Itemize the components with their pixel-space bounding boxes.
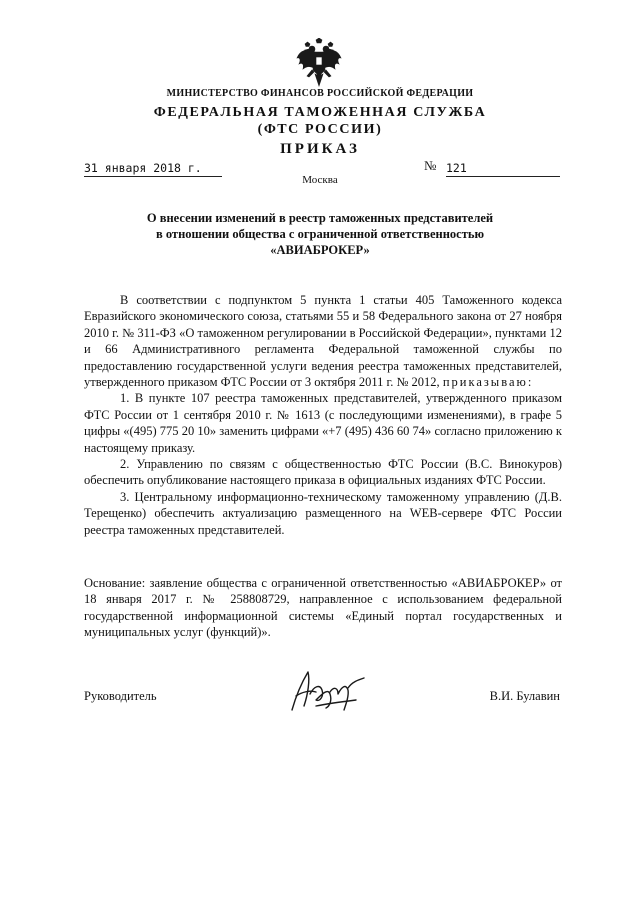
subject-line: «АВИАБРОКЕР»	[270, 243, 370, 257]
subject-line: О внесении изменений в реестр таможенных представителей	[146, 211, 494, 225]
order-item-1: 1. В пункте 107 реестра таможенных представителей, утвержденного приказом ФТС России от 1 сентября 2010 г. № 1613 (с последующими изменениями), в графе 5 цифры «(495) 775 20 10» заменить цифрами «+7 (495) 436 60 74» согласно приложению к настоящему приказу.	[84, 391, 562, 455]
signatory-title: Руководитель	[84, 689, 157, 703]
double-headed-eagle-icon	[296, 38, 342, 88]
city: Москва	[302, 174, 338, 186]
service-name: ФЕДЕРАЛЬНАЯ ТАМОЖЕННАЯ СЛУЖБА	[153, 105, 487, 120]
order-body	[84, 292, 562, 538]
ministry-name: МИНИСТЕРСТВО ФИНАНСОВ РОССИЙСКОЙ ФЕДЕРАЦИИ	[166, 88, 474, 99]
preamble-text: В соответствии с подпунктом 5 пункта 1 статьи 405 Таможенного кодекса Евразийского экономического союза, статьями 55 и 58 Федерального закона от 27 ноября 2010 г. № 311-ФЗ «О таможенном регулировании в Российской Федерации», пунктами 12 и 66 Административного регламента Федеральной таможенной службы по предоставлению государственной услуги ведения реестра таможенных представителей, утвержденного приказом ФТС России от 3 октября 2011 г. № 2012,	[84, 293, 562, 390]
preamble-paragraph	[84, 292, 562, 390]
order-number-sign: №	[424, 158, 437, 173]
order-word: приказываю:	[442, 375, 534, 390]
document-type: ПРИКАЗ	[280, 141, 360, 157]
basis-paragraph: Основание: заявление общества с ограниченной ответственностью «АВИАБРОКЕР» от 18 января 2017 г. № 258808729, направленное с использованием федеральной государственной информационной системы «Единый портал государственных и муниципальных услуг (функций)».	[84, 576, 562, 640]
order-item-2: 2. Управлению по связям с общественностью ФТС России (В.С. Винокуров) обеспечить опубликование настоящего приказа в официальных изданиях ФТС России.	[84, 457, 562, 488]
basis-block	[84, 575, 562, 641]
order-number: 121	[446, 161, 560, 177]
signatory-name: В.И. Булавин	[489, 689, 560, 703]
order-item-3: 3. Центральному информационно-техническому таможенному управлению (Д.В. Терещенко) обеспечить актуализацию размещенного на WEB-сервере ФТС России реестра таможенных представителей.	[84, 489, 562, 537]
service-abbreviation: (ФТС РОССИИ)	[257, 122, 383, 137]
order-subject	[100, 210, 540, 258]
order-date: 31 января 2018 г.	[84, 161, 222, 177]
subject-line: в отношении общества с ограниченной ответственностью	[155, 227, 485, 241]
